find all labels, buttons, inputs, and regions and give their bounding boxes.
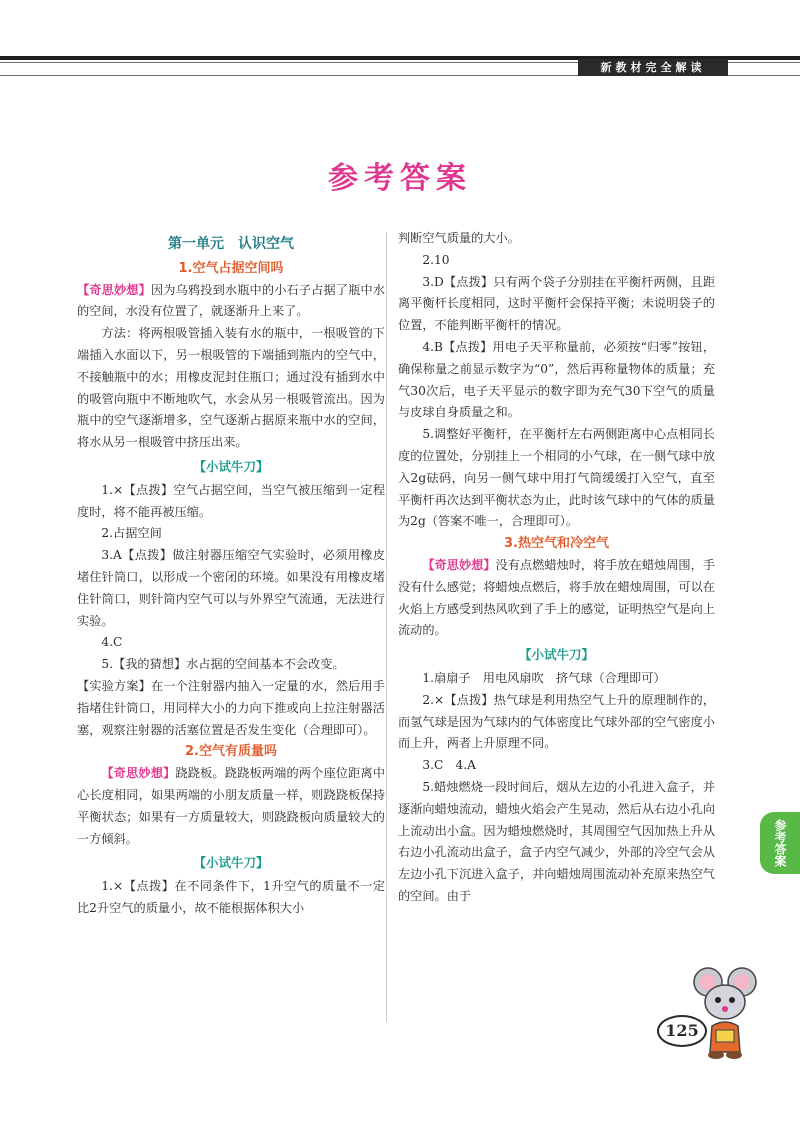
answer-item: 1.扇扇子 用电风扇吹 挤气球（合理即可） (422, 670, 666, 685)
answer-item: 3.C 4.A (422, 758, 476, 773)
answer-item: 5.蜡烛燃烧一段时间后，烟从左边的小孔进入盒子，并逐渐向蜡烛流动，蜡烛火焰会产生晃动，然后从右边小孔向上流动出小盒。因为蜡烛燃烧时，其周围空气因加热上升从右边小孔流动出盒子，盒子内空气减少，外部的冷空气会从左边小孔下沉进入盒子，并向蜡烛周围流动补充原来热空气的空间。由于 (398, 779, 715, 903)
plan-tag: 【实验方案】 (77, 678, 151, 693)
header-brand: 新教材完全解读 (578, 59, 728, 76)
answer-item (398, 337, 715, 424)
hint-tag: 【点拨】 (442, 339, 493, 354)
qisi-tag: 【奇思妙想】 (422, 557, 496, 572)
qisi-tag: 【奇思妙想】 (77, 282, 151, 297)
answer-item (398, 272, 715, 337)
hint-tag: 【点拨】 (443, 274, 494, 289)
hint-tag: 【点拨】 (444, 692, 494, 707)
answer-item: 2.占据空间 (101, 526, 162, 541)
answer-number: 4.B (422, 339, 443, 354)
answer-item (77, 654, 385, 676)
answer-item (77, 876, 385, 920)
qisi-text: 因为乌鸦投到水瓶中的小石子占据了瓶中水的空间，水没有位置了，就逐渐升上来了。 (77, 282, 385, 319)
answer-item (77, 545, 385, 632)
header-band (0, 0, 800, 54)
answer-text: 水占据的空间基本不会改变。 (186, 657, 345, 672)
answer-number: 3.A (101, 548, 122, 563)
mouse-mascot-icon (690, 960, 760, 1060)
answer-item (398, 690, 715, 755)
page-title: 参考答案 (328, 161, 472, 196)
lesson-1-qisi (77, 280, 385, 324)
answer-text: 热气球是利用热空气上升的原理制作的，而氢气球是因为气球内的气体密度比气球外部的空气密度小而上升，两者上升原理不同。 (398, 692, 716, 751)
qisi-tag: 【奇思妙想】 (101, 766, 176, 781)
answer-number: 2.× (422, 692, 445, 707)
qisi-text: 没有点燃蜡烛时，将手放在蜡烛周围，手没有什么感觉；将蜡烛点燃后，将手放在蜡烛周围，可以在火焰上方感受到热风吹到了手上的感觉，证明热空气是向上流动的。 (398, 557, 716, 638)
unit-title: 第一单元 认识空气 (168, 236, 294, 252)
hint-tag: 【点拨】 (123, 879, 175, 894)
answer-number: 3.D (422, 274, 444, 289)
try-title: 【小试牛刀】 (518, 647, 594, 663)
answer-number: 1.× (101, 482, 124, 497)
page-number: 125 (657, 1015, 707, 1047)
lesson-2-title: 2.空气有质量吗 (185, 744, 277, 760)
hint-tag: 【点拨】 (121, 548, 173, 563)
lesson-1-method: 方法：将两根吸管插入装有水的瓶中，一根吸管的下端插入水面以下，另一根吸管的下端插到瓶内的空气中，不接触瓶中的水；用橡皮泥封住瓶口；通过没有插到水中的吸管向瓶中不断地吹气，水会从另一根吸管流出。因为瓶中的空气逐渐增多，空气逐渐占据原来瓶中水的空间，将水从另一根吸管中挤压出来。 (77, 326, 385, 450)
answer-continuation: 判断空气质量的大小。 (398, 231, 520, 245)
right-column (398, 228, 715, 908)
answer-item: 4.C (101, 635, 123, 650)
answer-text: 在不同条件下，1升空气的质量不一定比2升空气的质量小，故不能根据体积大小 (77, 879, 386, 915)
guess-tag: 【我的猜想】 (113, 657, 187, 672)
answer-text: 用电子天平称量前，必须按“归零”按钮，确保称量之前显示数字为“0”，然后再称量物体的质量；充气30次后，电子天平显示的数字即为充气30下空气的质量与皮球自身质量之和。 (398, 339, 716, 420)
try-title: 【小试牛刀】 (193, 855, 269, 871)
answer-text: 在一个注射器内抽入一定量的水，然后用手指堵住针筒口，用同样大小的力向下推或向上拉注射器活塞，观察注射器的活塞位置是否发生变化（合理即可）。 (77, 678, 385, 737)
answer-item (77, 480, 385, 524)
answer-item: 2.10 (422, 252, 450, 267)
lesson-2-qisi (77, 763, 385, 850)
answer-item: 5.调整好平衡杆，在平衡杆左右两侧距离中心点相同长度的位置处，分别挂上一个相同的小气球，在一侧气球中放入2g砝码，向另一侧气球中用打气筒缓缓打入空气，直至平衡杆再次达到平衡状态为止，此时该气球中的气体的质量为2g（答案不唯一，合理即可）。 (398, 427, 715, 529)
answer-text: 只有两个袋子分别挂在平衡杆两侧，且距离平衡杆长度相同，这时平衡杆会保持平衡；未说明袋子的位置，不能判断平衡杆的情况。 (398, 274, 716, 333)
answer-number: 1.× (101, 879, 124, 894)
column-divider (386, 232, 387, 1022)
lesson-3-title: 3.热空气和冷空气 (504, 536, 609, 552)
answer-text: 空气占据空间，当空气被压缩到一定程度时，将不能再被压缩。 (77, 482, 386, 519)
answer-item (77, 676, 385, 741)
lesson-1-title: 1.空气占据空间吗 (178, 260, 284, 276)
hint-tag: 【点拨】 (123, 482, 174, 497)
answer-number: 5. (101, 657, 114, 672)
lesson-3-qisi (398, 555, 715, 642)
left-column (77, 228, 385, 920)
qisi-text: 跷跷板。跷跷板两端的两个座位距离中心长度相同，如果两端的小朋友质量一样，则跷跷板保持平衡状态；如果有一方质量较大，则跷跷板向质量较大的一方倾斜。 (77, 766, 386, 846)
answer-text: 做注射器压缩空气实验时，必须用橡皮堵住针筒口，以形成一个密闭的环境。如果没有用橡皮堵住针筒口，则针筒内空气可以与外界空气流通，无法进行实验。 (77, 548, 386, 628)
try-title: 【小试牛刀】 (193, 458, 269, 474)
side-tab: 参考答案 (760, 812, 800, 874)
